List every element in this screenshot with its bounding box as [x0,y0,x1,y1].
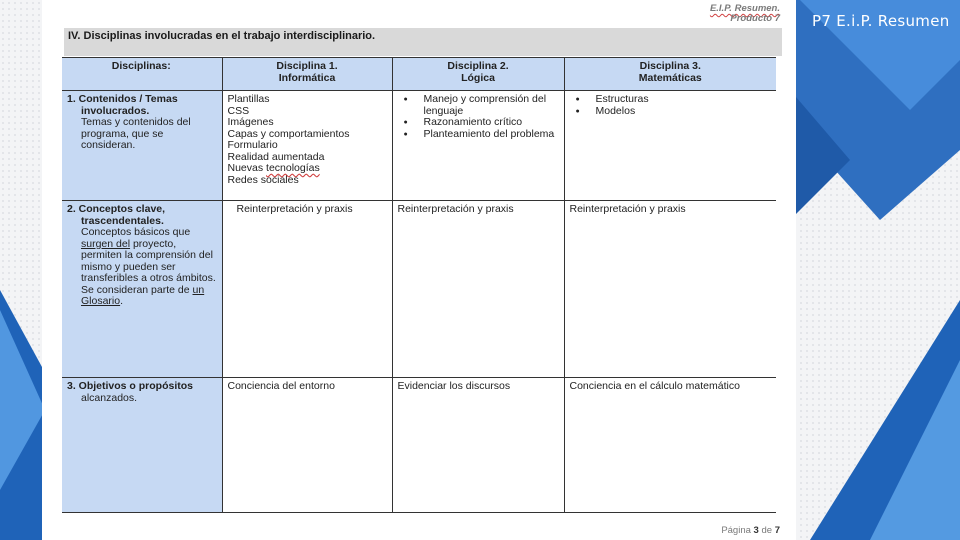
header-discipline-2-name: Lógica [461,71,495,84]
document-page [42,0,796,540]
list-item-text: tecnologías [266,162,320,174]
cell-logica-contents [392,91,564,201]
row-head-title: 1. Contenidos / Temas [67,93,178,105]
list-item: ● Estructuras [596,94,772,106]
header-logo-line1: E.I.P. Resumen. [709,3,780,14]
cell-matematicas-contents [564,91,776,201]
cell-matematicas-concepts: Reinterpretación y praxis [564,201,776,378]
list-item: Imágenes [227,116,274,128]
disciplines-table [62,57,776,513]
list-item: Capas y comportamientos [227,127,350,140]
list-item: Plantillas [227,93,270,105]
row-head-description [67,227,217,308]
section-title: IV. Disciplinas involucradas en el trabajo interdisciplinario. [68,30,376,42]
header-discipline-2 [392,58,564,91]
right-decoration [790,0,960,540]
cell-informatica-contents [222,91,392,201]
list-item: Redes sociales [227,173,299,186]
description-text: surgen del [81,237,131,250]
description-text: Conceptos básicos que [81,226,191,238]
row-head-title: 2. Conceptos clave, [67,203,166,215]
cell-logica-objectives: Evidenciar los discursos [392,378,564,513]
section-header [64,28,782,56]
page-footer [721,525,780,536]
list-item: ● Manejo y comprensión del lenguaje [424,94,559,117]
row-head-objectives [62,378,222,513]
header-logo-line2: Producto 7 [730,13,780,24]
list-item: ● Planteamiento del problema [424,129,559,141]
footer-page-number: 3 [753,525,759,536]
description-text: . [120,295,124,307]
description-text: proyecto, permiten la comprensión del mismo y pueden ser transferibles a otros ámbitos. [81,237,216,284]
cell-logica-concepts: Reinterpretación y praxis [392,201,564,378]
table-header-row [62,58,776,91]
header-discipline-1-label: Disciplina 1. [276,60,338,72]
row-head-title-2: involucrados. [81,104,150,117]
list-item [228,163,387,175]
row-head-title-2: trascendentales. [81,214,164,227]
list-item-text: Nuevas [227,162,264,174]
header-discipline-3 [564,58,776,91]
row-head-concepts [62,201,222,378]
header-discipline-2-label: Disciplina 2. [447,60,509,72]
header-discipline-3-label: Disciplina 3. [639,60,701,72]
table-row [62,91,776,201]
header-discipline-1 [222,58,392,91]
table-row [62,201,776,378]
cell-matematicas-objectives: Conciencia en el cálculo matemático [564,378,776,513]
list-item: Formulario [227,139,278,151]
cell-informatica-objectives: Conciencia del entorno [222,378,392,513]
row-head-description: alcanzados. [81,391,138,404]
list-item: CSS [227,104,250,117]
row-head-contents [62,91,222,201]
list-item: ● Razonamiento crítico [424,117,559,129]
footer-total-pages: 7 [774,525,780,536]
footer-prefix: Página [721,525,751,536]
list-item: ● Modelos [596,106,772,118]
table-row [62,378,776,513]
cell-informatica-concepts: Reinterpretación y praxis [222,201,392,378]
description-text: Se consideran parte de [81,283,190,296]
row-head-title: 3. Objetivos o propósitos [67,380,194,392]
glossary-link: un Glosario [81,283,205,307]
row-head-description: Temas y contenidos del programa, que se consideran. [81,116,191,151]
header-discipline-1-name: Informática [278,71,336,84]
slide-title: P7 E.i.P. Resumen [812,12,950,30]
header-discipline-3-name: Matemáticas [638,71,702,84]
document-header-logo [710,4,780,24]
header-disciplines: Disciplinas: [62,58,222,91]
list-item: Realidad aumentada [227,150,325,163]
footer-of: de [761,525,773,536]
